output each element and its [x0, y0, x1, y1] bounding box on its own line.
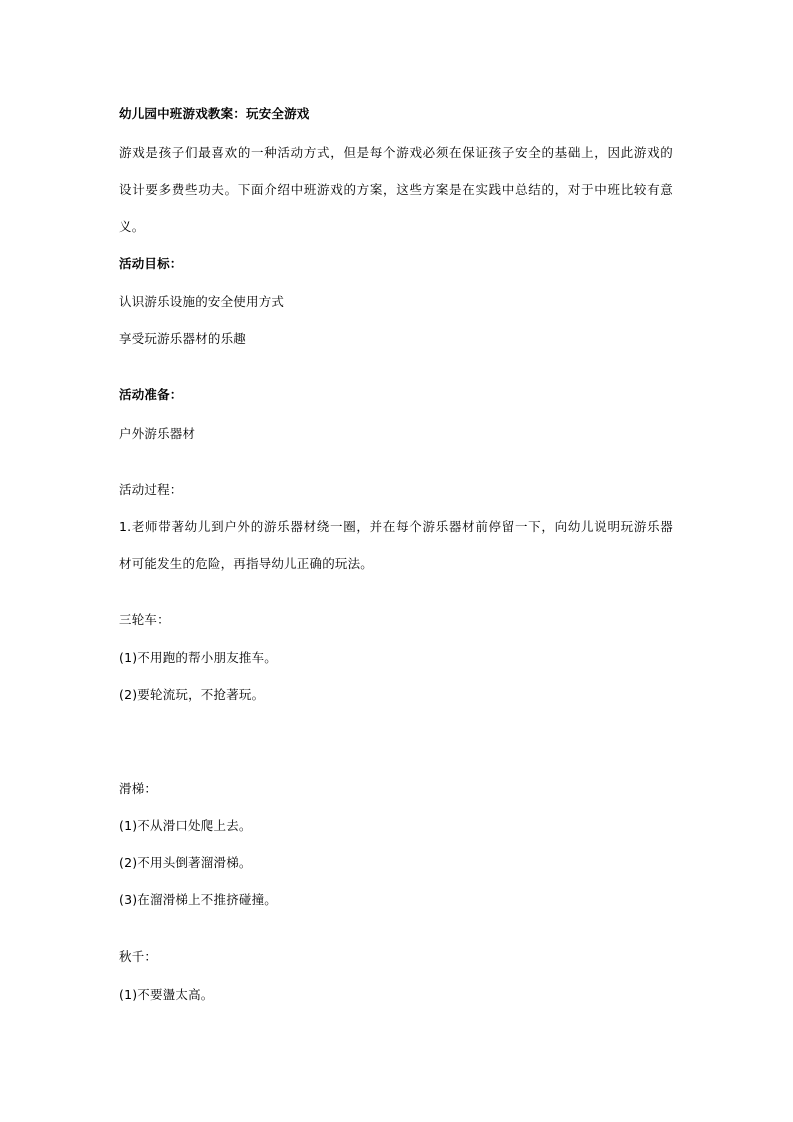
preparation-heading: 活动准备： — [119, 387, 183, 402]
slide-item-1: (1)不从滑口处爬上去。 — [119, 818, 252, 833]
process-heading: 活动过程： — [119, 482, 183, 497]
swing-item-1: (1)不要盪太高。 — [119, 987, 214, 1002]
intro-line-3: 义。 — [119, 219, 145, 234]
intro-line-1: 游戏是孩子们最喜欢的一种活动方式，但是每个游戏必须在保证孩子安全的基础上，因此游戏的 — [119, 145, 673, 160]
slide-item-2: (2)不用头倒著溜滑梯。 — [119, 855, 252, 870]
tricycle-heading: 三轮车： — [119, 612, 170, 627]
goal-item-2: 享受玩游乐器材的乐趣 — [119, 331, 247, 346]
goals-heading: 活动目标： — [119, 256, 183, 271]
slide-heading: 滑梯： — [119, 781, 158, 796]
tricycle-item-2: (2)要轮流玩，不抢著玩。 — [119, 687, 265, 702]
intro-line-2: 设计要多费些功夫。下面介绍中班游戏的方案，这些方案是在实践中总结的，对于中班比较有意 — [119, 182, 673, 197]
process-step1-line-2: 材可能发生的危险，再指导幼儿正确的玩法。 — [119, 556, 374, 571]
process-step1-line-1: 1.老师带著幼儿到户外的游乐器材绕一圈，并在每个游乐器材前停留一下，向幼儿说明玩游乐器 — [119, 519, 673, 534]
preparation-item-1: 户外游乐器材 — [119, 426, 196, 441]
tricycle-item-1: (1)不用跑的帮小朋友推车。 — [119, 650, 278, 665]
goal-item-1: 认识游乐设施的安全使用方式 — [119, 294, 285, 309]
swing-heading: 秋千： — [119, 949, 158, 964]
document-title: 幼儿园中班游戏教案：玩安全游戏 — [119, 106, 310, 121]
slide-item-3: (3)在溜滑梯上不推挤碰撞。 — [119, 892, 278, 907]
